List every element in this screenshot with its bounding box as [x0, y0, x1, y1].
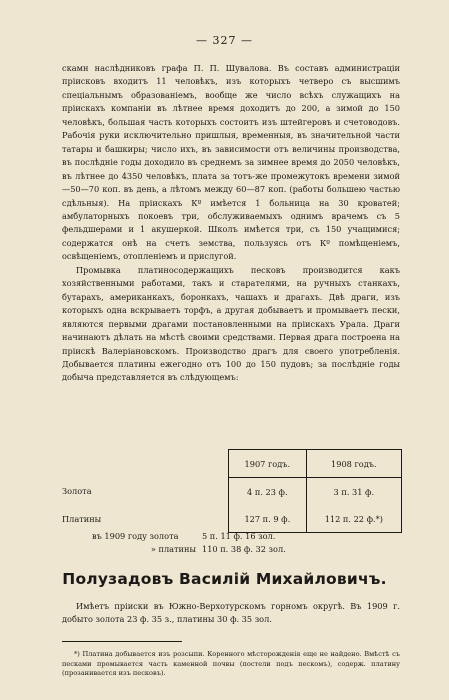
production-table [62, 449, 402, 533]
cell-gold-1907: 4 п. 23 ф. [229, 478, 307, 506]
production-1909 [92, 530, 392, 556]
cell-gold-1908: 3 п. 31 ф. [306, 478, 401, 506]
value-1909-platinum: 110 п. 38 ф. 32 зол. [202, 544, 286, 554]
person-entry-text: Имѣетъ пріиски въ Южно-Верхотурскомъ горномъ округѣ. Въ 1909 г. добыто золота 23 ф. 35 з., платины 30 ф. 35 зол. [62, 601, 400, 625]
page-number: — 327 — [196, 34, 253, 47]
column-header-1907: 1907 годъ. [229, 450, 307, 478]
person-entry [62, 600, 400, 627]
paragraph-platinum-washing: Промывка платиносодержащихъ песковъ производится какъ хозяйственными работами, такъ и старателями, на ручныхъ станкахъ, бутарахъ, американкахъ, боронкахъ, чашахъ и драгахъ. Двѣ драги, изъ которыхъ одна вскрываетъ торфъ, а другая добываетъ и промываетъ пески, являются первыми драгами постановленными на пріискахъ Урала. Драги начинаютъ дѣлать на мѣстѣ своими средствами. Первая драга построена на пріискѣ Валеріановскомъ. Производство драгъ для своего употребленія. Добывается платины ежегодно отъ 100 до 150 пудовъ; за послѣдніе годы добыча представляется въ слѣдующемъ: [62, 264, 400, 383]
row-label-platinum: Платины [62, 513, 102, 524]
table-header-row [62, 450, 402, 478]
table-row [62, 505, 402, 533]
label-1909-platinum: » платины [150, 544, 196, 554]
footnote [62, 650, 400, 679]
footnote-divider [62, 641, 182, 642]
column-header-1908: 1908 годъ. [306, 450, 401, 478]
footnote-text: *) Платина добывается изъ розсыпи. Коренного мѣсторожденія еще не найдено. Вмѣстѣ съ песками промывается часть каменной почвы (постели подъ пескомъ), содерж. платину (прозанивается изъ песковъ). [62, 650, 400, 678]
value-1909-gold: 5 п. 11 ф. 16 зол. [202, 531, 276, 541]
body-text [62, 62, 400, 385]
person-heading: Полузадовъ Василій Михайловичъ. [62, 570, 387, 588]
table-row [62, 478, 402, 506]
paragraph-administration: скамн наслѣдниковъ графа П. П. Шувалова. Въ составъ администраціи пріисковъ входитъ 11 человѣкъ, изъ которыхъ четверо съ высшимъ спеціальнымъ образованіемъ, вообще же число всѣхъ служащихъ на пріискахъ компаніи въ лѣтнее время доходитъ до 200, а зимой до 150 человѣкъ, большая часть которыхъ состоитъ изъ штейгеровъ и счетоводовъ. Рабочія руки исключительно пришлыя, временныя, въ значительной части татары и башкиры; число ихъ, въ зависимости отъ величины производства, въ послѣдніе годы доходило въ среднемъ за зимнее время до 2050 человѣкъ, въ лѣтнее до 4350 человѣкъ, плата за тотъ-же промежутокъ времени зимой—50—70 коп. въ день, а лѣтомъ между 60—87 коп. (работы большею частью сдѣльныя). На пріискахъ Кº имѣется 1 больница на 30 кроватей; амбулаторныхъ покоевъ три, обслуживаемыхъ однимъ врачемъ съ 5 фельдшерами и 1 акушеркой. Школъ имѣется три, съ 150 учащимися; содержатся онѣ на счетъ земства, пользуясь отъ Кº помѣщеніемъ, освѣщеніемъ, отопленіемъ и прислугой. [62, 63, 400, 262]
cell-platinum-1908: 112 п. 22 ф.*) [306, 505, 401, 533]
cell-platinum-1907: 127 п. 9 ф. [229, 505, 307, 533]
label-1909-gold: въ 1909 году золота [92, 531, 179, 541]
row-label-gold: Золота [62, 486, 92, 497]
